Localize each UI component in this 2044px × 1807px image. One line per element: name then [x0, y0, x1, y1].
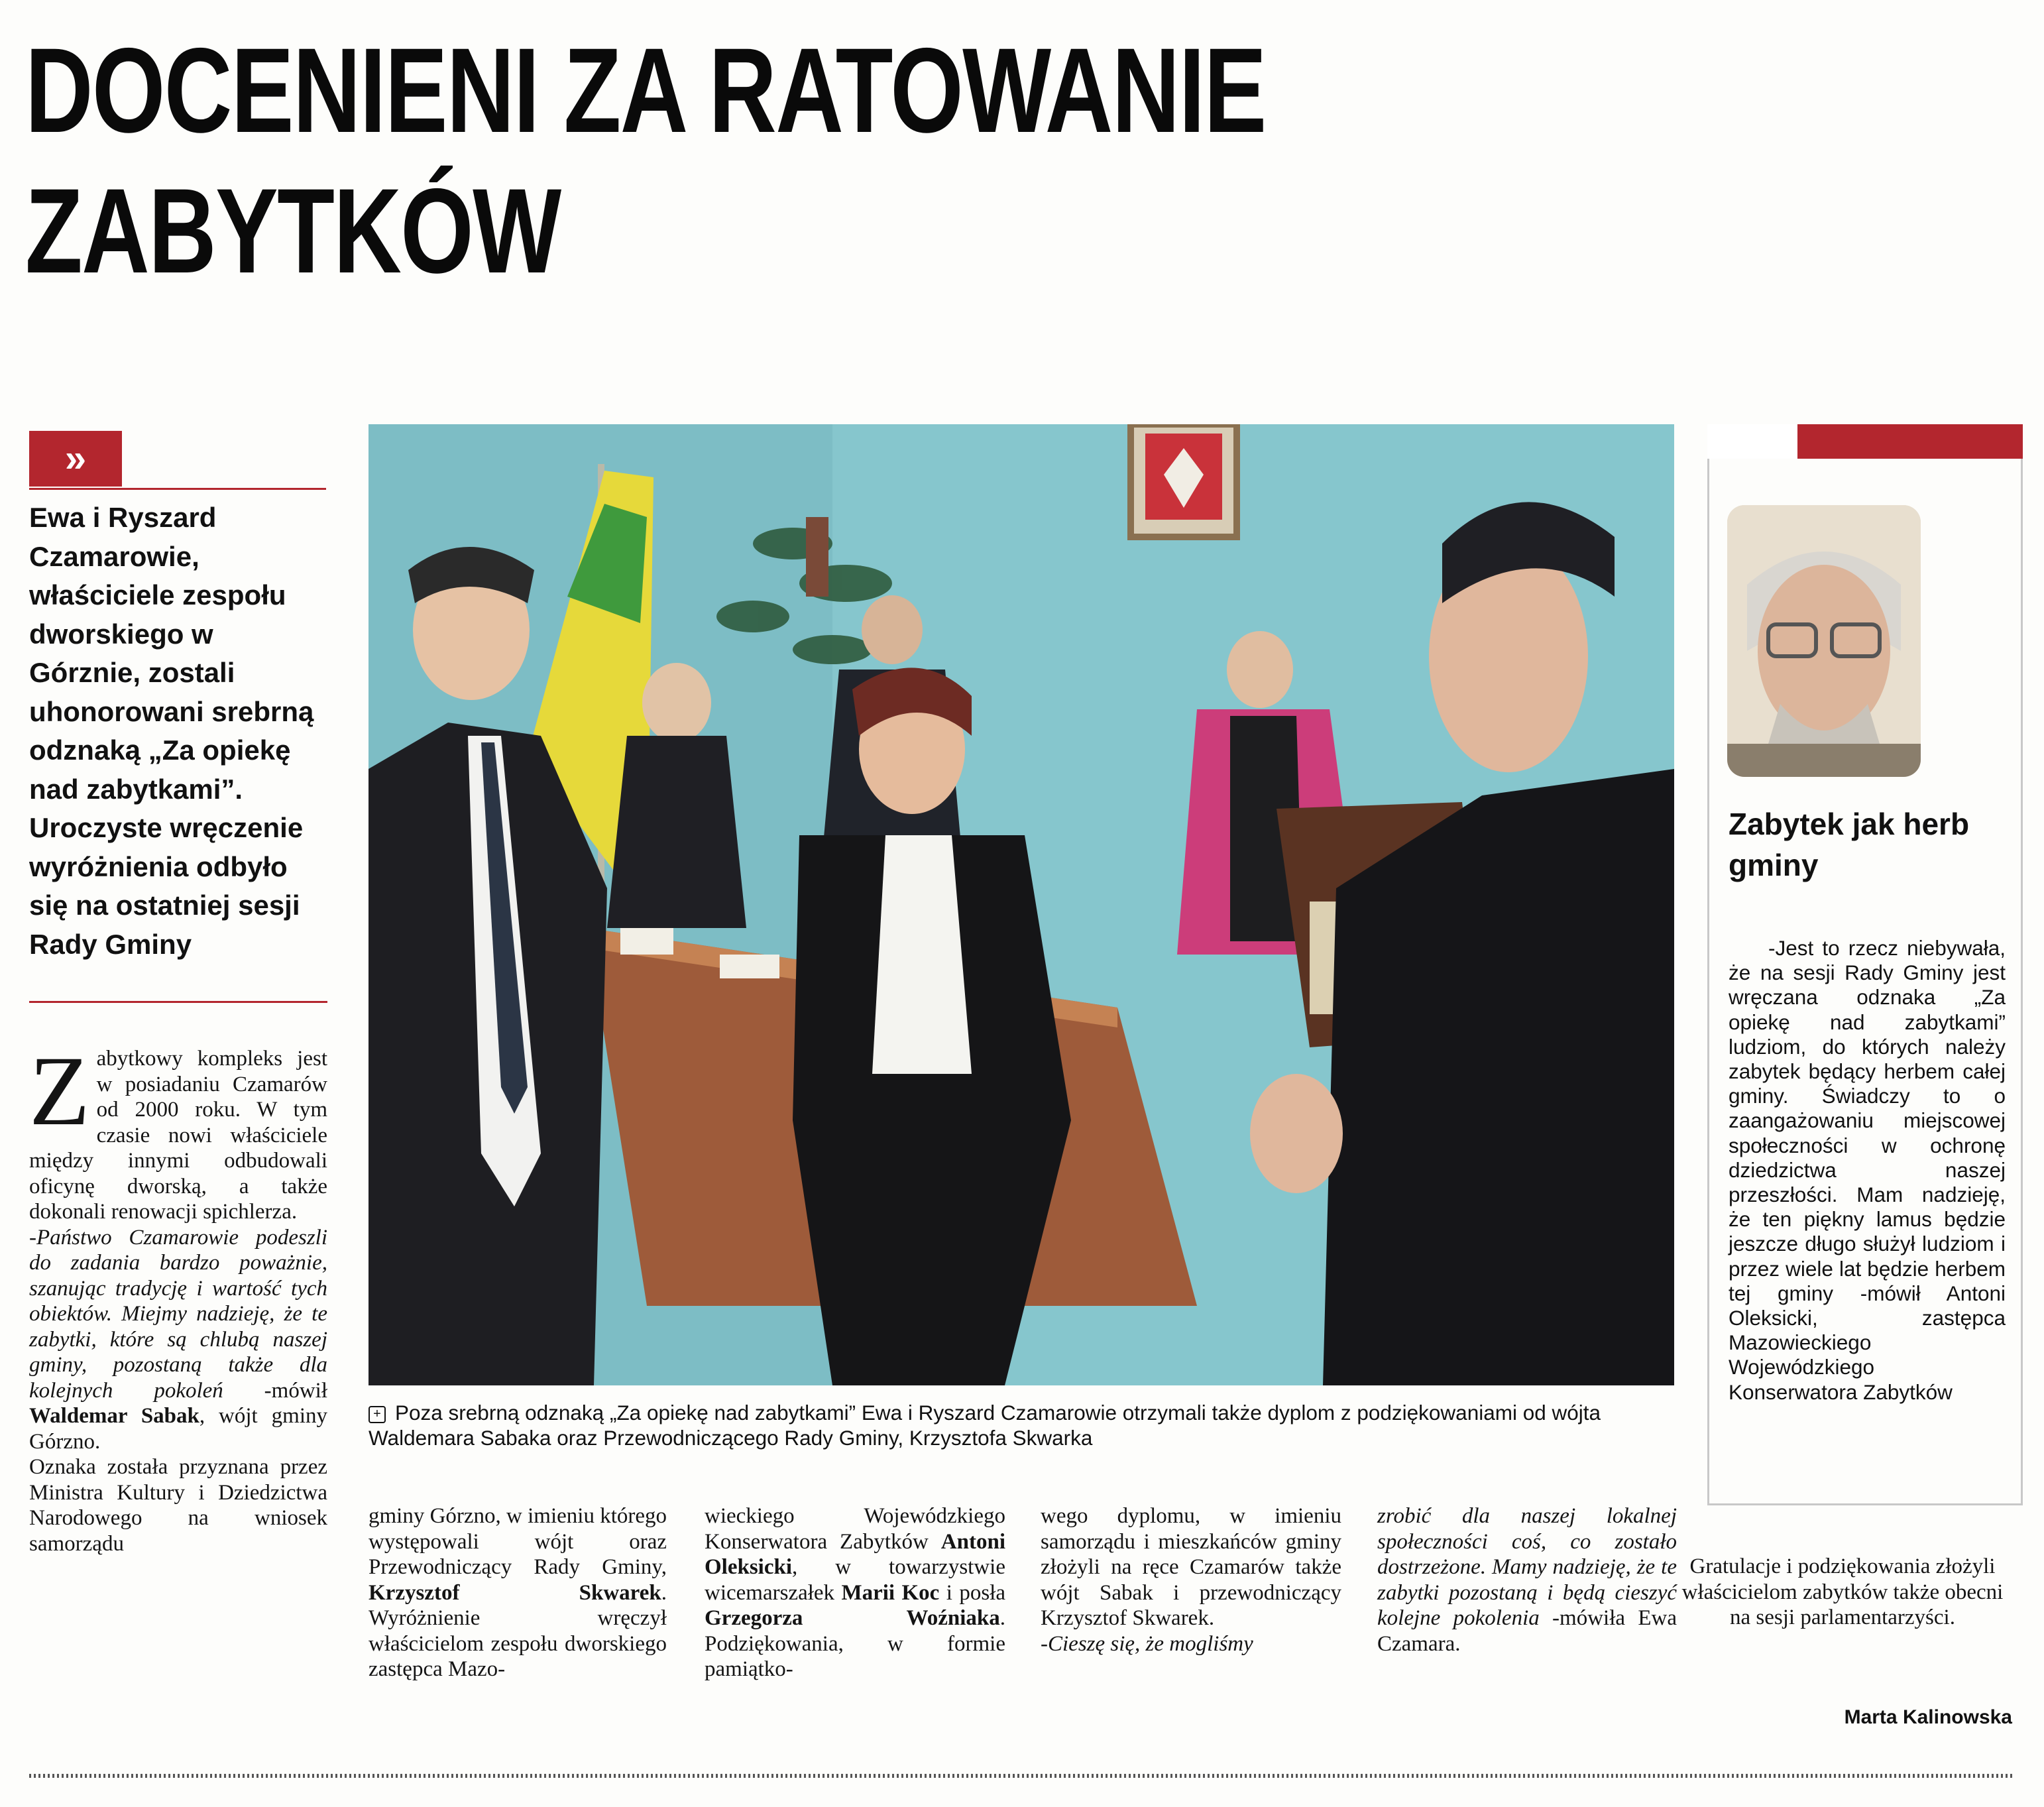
name-koc: Marii Koc — [841, 1580, 940, 1605]
name-sabak: Waldemar Sabak — [29, 1404, 199, 1428]
lead-rule-bottom — [29, 1001, 327, 1003]
article-column-6: Gratulacje i podziękowania złożyli właścicielom zabytków także obecni na sesji parlamentarzyści. — [1681, 1554, 2004, 1629]
quote-sabak: -Państwo Czamarowie podeszli do zadania bardzo poważnie, szanując tradycję i wartość tych obiektów. Miejmy nadzieję, że te zabytki, które są chlubą naszej gminy, pozostaną także dla kolejnych pokoleń — [29, 1225, 327, 1403]
event-photo — [369, 424, 1674, 1385]
portrait-photo — [1727, 505, 1921, 777]
plus-square-icon: + — [369, 1406, 386, 1423]
bottom-dotted-rule — [29, 1774, 2012, 1778]
column-3-text-c: i posła — [939, 1580, 1005, 1605]
sidebar-paragraph: -Jest to rzecz niebywała, że na sesji Rady Gminy jest wręczana odznaka „Za opiekę nad zabytkami” ludziom, do których należy zabytek będący herbem całej gminy. Świadczy to o zaangażowaniu miejscowej społeczności w ochronę dziedzictwa naszej przeszłości. Mam nadzieję, że ten piękny lamus będzie jeszcze długo służył ludziom i przez wiele lat będzie herbem tej gminy -mówił Antoni Oleksicki, zastępca Mazowieckiego Wojewódzkiego Konserwatora Zabytków — [1729, 936, 2006, 1404]
column-3-text-a: wieckiego Wojewódzkiego Konserwatora Zabytków — [705, 1504, 1005, 1554]
author-byline: Marta Kalinowska — [1844, 1706, 2012, 1728]
lead-text: Ewa i Ryszard Czamarowie, właściciele zespołu dworskiego w Górznie, zostali uhonorowani srebrną odznaką „Za opiekę nad zabytkami”. Uroczyste wręczenie wyróżnienia odbyło się na ostatniej sesji Rady Gminy — [29, 502, 314, 960]
photo-caption — [369, 1400, 1681, 1450]
column-4-text: wego dyplomu, w imieniu samorządu i mieszkańców gminy złożyli na ręce Czamarów także wójt Sabak i przewodniczący Krzysztof Skwarek. — [1041, 1504, 1341, 1630]
article-column-5 — [1377, 1503, 1677, 1657]
name-oleksicki: Antoni Oleksicki — [705, 1529, 1005, 1579]
dropcap: Z — [29, 1036, 90, 1146]
name-wozniak: Grzegorza Woźniaka — [705, 1606, 1000, 1630]
attribution-text: -mówił — [223, 1378, 327, 1403]
column-2-text-b: . Wyróżnienie wręczył właścicielom zespołu dworskiego zastępca Mazo- — [369, 1580, 667, 1681]
headline-line-2: ZABYTKÓW — [25, 163, 561, 298]
column-3-text-b: , w towarzystwie wicemarszałek — [705, 1555, 1005, 1605]
attribution-czamara: -mówiła Ewa Czamara. — [1377, 1606, 1677, 1656]
headline — [25, 20, 1369, 301]
column-3-text-d: . Podziękowania, w formie pamiątko- — [705, 1606, 1005, 1681]
quote-czamara-start: -Cieszę się, że mogliśmy — [1041, 1631, 1253, 1656]
sidebar-text — [1729, 936, 2006, 1405]
article-column-4 — [1041, 1503, 1341, 1657]
attribution-tail: , wójt gminy Górzno. — [29, 1404, 327, 1454]
double-chevron-right-icon: » — [29, 431, 122, 487]
column-2-text-a: gminy Górzno, w imieniu którego występowali wójt oraz Przewodniczący Rady Gminy, — [369, 1504, 667, 1579]
article-column-3 — [705, 1503, 1005, 1682]
headline-line-1: DOCENIENI ZA RATOWANIE — [25, 23, 1266, 158]
name-skwarek: Krzysztof Skwarek — [369, 1580, 661, 1605]
article-column-1 — [29, 1036, 327, 1556]
sidebar-title: Zabytek jak herb gminy — [1729, 807, 1970, 882]
paragraph-2: Oznaka została przyznana przez Ministra Kultury i Dziedzictwa Narodowego na wniosek samorządu — [29, 1455, 327, 1556]
caption-text: Poza srebrną odznaką „Za opiekę nad zabytkami” Ewa i Ryszard Czamarowie otrzymali także dyplom z podziękowaniami od wójta Waldemara Sabaka oraz Przewodniczącego Rady Gminy, Krzysztofa Skwarka — [369, 1401, 1601, 1450]
paragraph-1: abytkowy kompleks jest w posiadaniu Czamarów od 2000 roku. W tym czasie nowi właściciele między innymi odbudowali oficynę dworską, a także dokonali renowacji spichlerza. — [29, 1047, 327, 1224]
article-column-2 — [369, 1503, 667, 1682]
portrait-illustration — [1727, 505, 1921, 777]
photo-illustration — [369, 424, 1674, 1385]
sidebar-top-notch — [1707, 424, 1797, 459]
quote-czamara-end: zrobić dla naszej lokalnej społeczności coś, co zostało dostrzeżone. Mamy nadzieję, że te zabytki pozostaną i będą cieszyć kolejne pokolenia — [1377, 1504, 1677, 1630]
